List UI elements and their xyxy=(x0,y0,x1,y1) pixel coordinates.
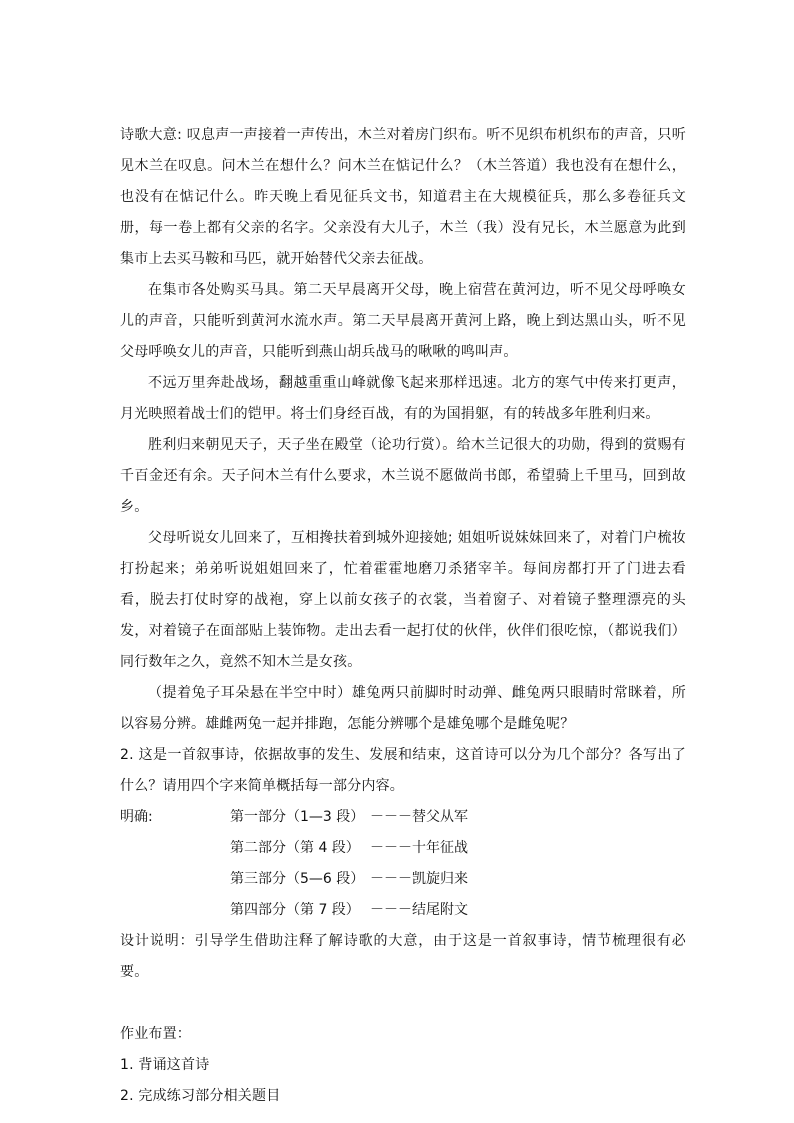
answer-label: 明确: xyxy=(120,809,153,825)
blank-line xyxy=(120,988,686,1019)
translation-paragraph-2: 在集市各处购买马具。第二天早晨离开父母，晚上宿营在黄河边，听不见父母呼唤女儿的声音，只能听到黄河水流水声。第二天早晨离开黄河上路，晚上到达黑山头，听不见父母呼唤女儿的声音，只能听到燕山胡兵战马的啾啾的鸣叫声。 xyxy=(120,282,686,360)
translation-paragraph-3: 不远万里奔赴战场，翻越重重山峰就像飞起来那样迅速。北方的寒气中传来打更声，月光映照着战士们的铠甲。将士们身经百战，有的为国捐躯，有的转战多年胜利归来。 xyxy=(120,375,686,422)
outline-part: 第三部分（5—6 段） xyxy=(230,871,365,887)
outline-summary: －－－十年征战 xyxy=(370,840,468,856)
outline-row xyxy=(120,895,686,926)
outline-part: 第四部分（第 7 段） xyxy=(230,902,360,918)
outline-part: 第二部分（第 4 段） xyxy=(230,840,360,856)
outline-part: 第一部分（1—3 段） xyxy=(230,809,365,825)
structure-outline xyxy=(120,802,686,926)
outline-row xyxy=(120,864,686,895)
translation-paragraph-6: （提着兔子耳朵悬在半空中时）雄兔两只前脚时时动弹、雌兔两只眼睛时常眯着，所以容易分辨。雄雌两兔一起并排跑，怎能分辨哪个是雄兔哪个是雌兔呢？ xyxy=(120,685,686,732)
translation-paragraph-1: 诗歌大意: 叹息声一声接着一声传出，木兰对着房门织布。听不见织布机织布的声音，只听见木兰在叹息。问木兰在想什么？问木兰在惦记什么？（木兰答道）我也没有在想什么，也没有在惦记什么。昨天晚上看见征兵文书，知道君主在大规模征兵，那么多卷征兵文册，每一卷上都有父亲的名字。父亲没有大儿子，木兰（我）没有兄长，木兰愿意为此到集市上去买马鞍和马匹，就开始替代父亲去征战。 xyxy=(120,127,686,267)
outline-summary: －－－结尾附文 xyxy=(370,902,468,918)
outline-summary: －－－凯旋归来 xyxy=(370,871,468,887)
homework-title: 作业布置： xyxy=(120,1026,191,1042)
document-page xyxy=(120,120,686,1112)
question-2: 2. 这是一首叙事诗，依据故事的发生、发展和结束，这首诗可以分为几个部分？各写出了什么？请用四个字来简单概括每一部分内容。 xyxy=(120,747,686,794)
outline-summary: －－－替父从军 xyxy=(370,809,468,825)
homework-item-2: 2. 完成练习部分相关题目 xyxy=(120,1088,281,1104)
design-note: 设计说明：引导学生借助注释了解诗歌的大意，由于这是一首叙事诗，情节梳理很有必要。 xyxy=(120,933,686,980)
translation-paragraph-4: 胜利归来朝见天子，天子坐在殿堂（论功行赏）。给木兰记很大的功勋，得到的赏赐有千百金还有余。天子问木兰有什么要求，木兰说不愿做尚书郎，希望骑上千里马，回到故乡。 xyxy=(120,437,686,515)
translation-paragraph-5: 父母听说女儿回来了，互相搀扶着到城外迎接她; 姐姐听说妹妹回来了，对着门户梳妆打扮起来；弟弟听说姐姐回来了，忙着霍霍地磨刀杀猪宰羊。每间房都打开了门进去看看，脱去打仗时穿的战袍，穿上以前女孩子的衣裳，当着窗子、对着镜子整理漂亮的头发，对着镜子在面部贴上装饰物。走出去看一起打仗的伙伴，伙伴们很吃惊，（都说我们）同行数年之久，竟然不知木兰是女孩。 xyxy=(120,530,686,670)
outline-row xyxy=(120,833,686,864)
outline-row xyxy=(120,802,686,833)
homework-item-1: 1. 背诵这首诗 xyxy=(120,1057,210,1073)
